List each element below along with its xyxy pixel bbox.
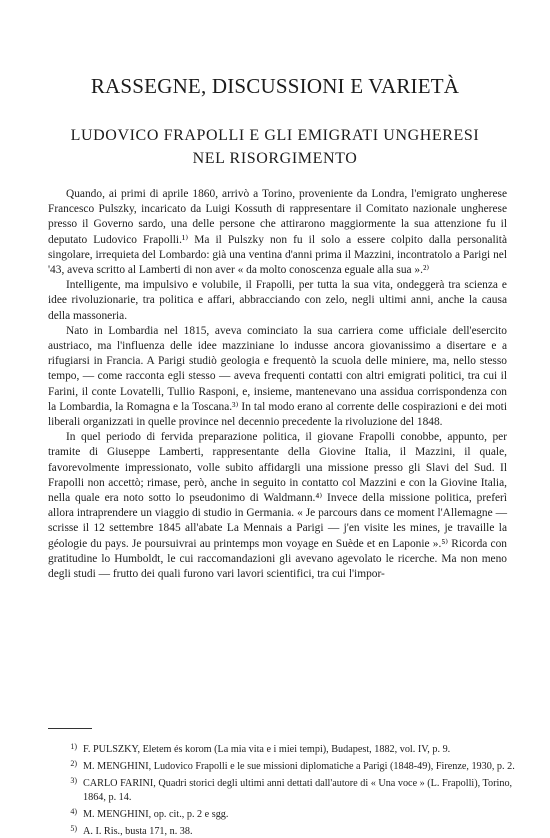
paragraph-4: In quel periodo di fervida preparazione politica, il giovane Frapolli conobbe, appunto, per tramite di Giuseppe Lamberti, rappresentante della Giovine Italia, il Mazzini, il quale, favorevolmente impressionato, volle subito affidargli una missione presso gli Slavi del Sud. Il Frapolli non accettò; rimase, però, anche in seguito in contatto col Mazzini e con la Giovine Italia, nella quale era noto sotto lo pseudonimo di Waldmann.⁴⁾ Invece della missione politica, preferì allora intraprendere un viaggio di studio in Germania. « Je parcours dans ce moment l'Allemagne — scrisse il 12 settembre 1845 all'abate La Mennais a Parigi — j'en visite les mines, je travaille la géologie du pays. Je poursuivrai au printemps mon voyage en Suède et en Laponie ».⁵⁾ Ricorda con gratitudine lo Humboldt, le cui raccomandazioni gli avevano agevolato le ricerche. Ma non meno degli studi — frutto dei quali furono vari lavori scientifici, tra cui l'impor- [48,431,507,581]
article-title [0,124,550,170]
article-title-line-2: NEL RISORGIMENTO [192,150,358,167]
footnote-text: M. MENGHINI, op. cit., p. 2 e sgg. [83,808,229,820]
footnote-4 [48,805,518,822]
footnote-5 [48,822,518,838]
section-title: RASSEGNE, DISCUSSIONI E VARIETÀ [90,74,460,98]
paragraph-1: Quando, ai primi di aprile 1860, arrivò a Torino, proveniente da Londra, l'emigrato ungherese Francesco Pulszky, incaricato da Luigi Kossuth di rappresentare il Comitato nazionale ungherese presso il Governo sardo, una delle persone che attirarono maggiormente la sua attenzione fu il deputato Ludovico Frapolli.¹⁾ Ma il Pulszky non fu il solo a essere colpito dalla personalità singolare, irrequieta del Lombardo: già una ventina d'anni prima il Mazzini, incontratolo a Parigi nel '43, aveva scritto al Lamberti di non aver « da molto conoscenza eguale alla sua ».²⁾ [48,188,507,277]
paragraph-3: Nato in Lombardia nel 1815, aveva cominciato la sua carriera come ufficiale dell'esercito austriaco, ma l'influenza delle idee mazziniane lo indusse ancora giovanissimo a disertare e a rifugiarsi in Francia. A Parigi studiò geologia e frequentò la scuola delle miniere, ma, nello stesso tempo, — come racconta egli stesso — aveva frequenti contatti con altri emigrati politici, tra cui il Farini, il conte Lovatelli, Tullio Rasponi, e, insieme, mantenevano una assidua corrispondenza con la Lombardia, la Romagna e la Toscana.³⁾ In tal modo erano al corrente delle cospirazioni e dei moti liberali organizzati in quelle province nel decennio precedente la rivoluzione del 1848. [48,324,507,429]
footnote-number: 1) [70,742,77,751]
footnote-number: 4) [70,806,77,816]
footnote-1 [48,740,518,757]
article-title-line-1: LUDOVICO FRAPOLLI E GLI EMIGRATI UNGHERESI [70,127,480,144]
footnote-text: M. MENGHINI, Ludovico Frapolli e le sue missioni diplomatiche a Parigi (1848-49), Firenze, 1930, p. 2. [83,760,515,772]
footnote-text: A. I. Ris., busta 171, n. 38. [83,825,193,837]
footnote-number: 5) [70,823,77,833]
footnote-text: CARLO FARINI, Quadri storici degli ultimi anni dettati dall'autore di « Una voce » (L. Frapolli), Torino, 1864, p. 14. [83,777,513,803]
footnote-3 [48,774,518,805]
footnote-number: 2) [70,758,77,768]
footnote-2 [48,757,518,774]
paragraph-2: Intelligente, ma impulsivo e volubile, il Frapolli, per tutta la sua vita, ondeggerà tra scienza e idee rivoluzionarie, tra politica e affari, abbracciando con zelo, negli ultimi anni, anche la causa della massoneria. [48,279,507,322]
footnote-text: F. PULSZKY, Eletem és korom (La mia vita e i miei tempi), Budapest, 1882, vol. IV, p. 9. [83,744,451,755]
article-body [48,187,507,582]
footnote-divider [48,728,92,729]
footnote-number: 3) [70,775,77,785]
footnotes [48,740,518,838]
